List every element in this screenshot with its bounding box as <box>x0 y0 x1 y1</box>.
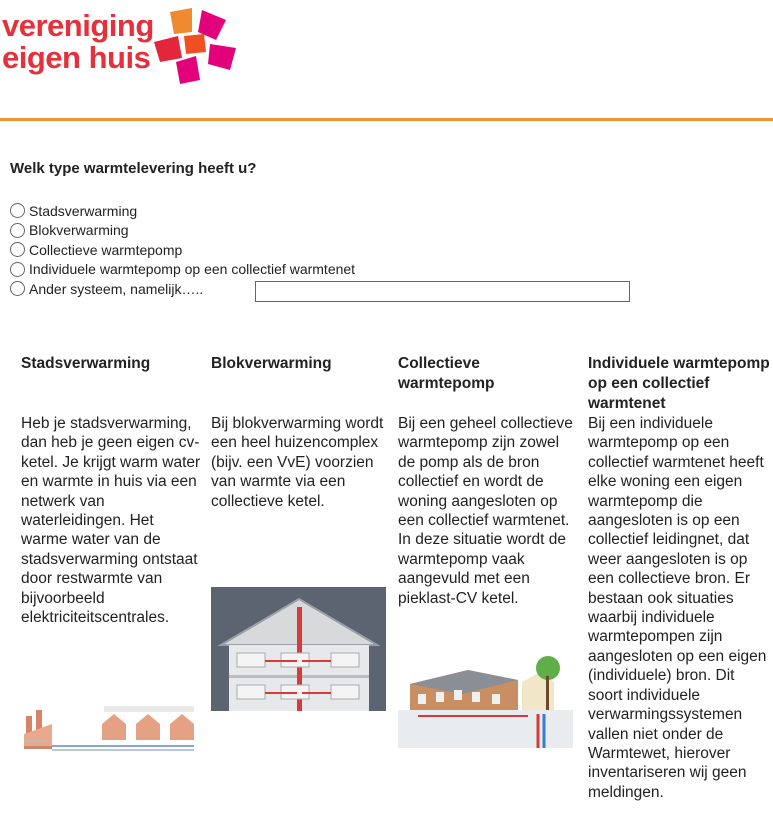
info-column-collectieve-warmtepomp <box>398 354 578 607</box>
radio-button[interactable] <box>10 281 25 296</box>
radio-button[interactable] <box>10 223 25 238</box>
logo-line-2: eigen huis <box>2 40 151 75</box>
logo-line-1: vereniging <box>2 8 154 43</box>
option-collectieve-warmtepomp[interactable] <box>10 240 355 260</box>
other-system-input[interactable] <box>255 281 630 302</box>
option-label: Collectieve warmtepomp <box>29 241 183 258</box>
option-label: Blokverwarming <box>29 222 129 239</box>
logo-wordmark <box>2 10 154 74</box>
header-divider <box>0 118 773 121</box>
info-column-stadsverwarming <box>21 354 201 627</box>
option-label: Stadsverwarming <box>29 202 138 219</box>
radio-button[interactable] <box>10 203 25 218</box>
district-heating-diagram-icon <box>22 702 198 758</box>
info-column-individuele-warmtepomp <box>588 354 770 801</box>
question-heading: Welk type warmtelevering heeft u? <box>10 160 257 177</box>
info-column-blokverwarming <box>211 354 386 510</box>
column-title: Stadsverwarming <box>21 355 151 372</box>
column-title: Collectieve warmtepomp <box>398 355 495 392</box>
logo-icon <box>152 6 238 86</box>
option-individuele-warmtepomp[interactable] <box>10 260 355 280</box>
option-stadsverwarming[interactable] <box>10 201 355 221</box>
radio-button[interactable] <box>10 262 25 277</box>
option-blokverwarming[interactable] <box>10 221 355 241</box>
column-title: Individuele warmtepomp op een collectief warmtenet <box>588 355 770 412</box>
collective-heat-pump-icon <box>398 644 573 748</box>
apartment-block-heating-icon <box>211 587 386 711</box>
column-text: Bij een individuele warmtepomp op een collectief warmtenet heeft elke woning een eigen warmtepomp die aangesloten is op een collectief leidingnet, dat weer aangesloten is op een collectieve bron. Er bestaan ook situaties waarbij individuele warmtepompen zijn aangesloten op een eigen (individuele) bron. Dit soort individuele verwarmingssystemen vallen niet onder de Warmtewet, hierover inventariseren wij geen meldingen. <box>588 415 767 801</box>
option-label: Individuele warmtepomp op een collectief warmtenet <box>29 261 356 278</box>
column-text: Bij blokverwarming wordt een heel huizencomplex (bijv. een VvE) voorzien van warmte via een collectieve ketel. <box>211 415 384 510</box>
radio-button[interactable] <box>10 242 25 257</box>
option-label: Ander systeem, namelijk….. <box>29 280 204 297</box>
column-text: Bij een geheel collectieve warmtepomp zijn zowel de pomp als de bron collectief en wordt de woning aangesloten op een collectief warmtenet. In deze situatie wordt de warmtepomp vaak aangevuld met een pieklast-CV ketel. <box>398 415 573 607</box>
column-title: Blokverwarming <box>211 355 332 372</box>
column-text: Heb je stadsverwarming, dan heb je geen eigen cv-ketel. Je krijgt warm water en warmte in huis via een netwerk van waterleidingen. Het warme water van de stadsverwarming ontstaat door restwarmte van bijvoorbeeld elektriciteitscentrales. <box>21 415 201 627</box>
